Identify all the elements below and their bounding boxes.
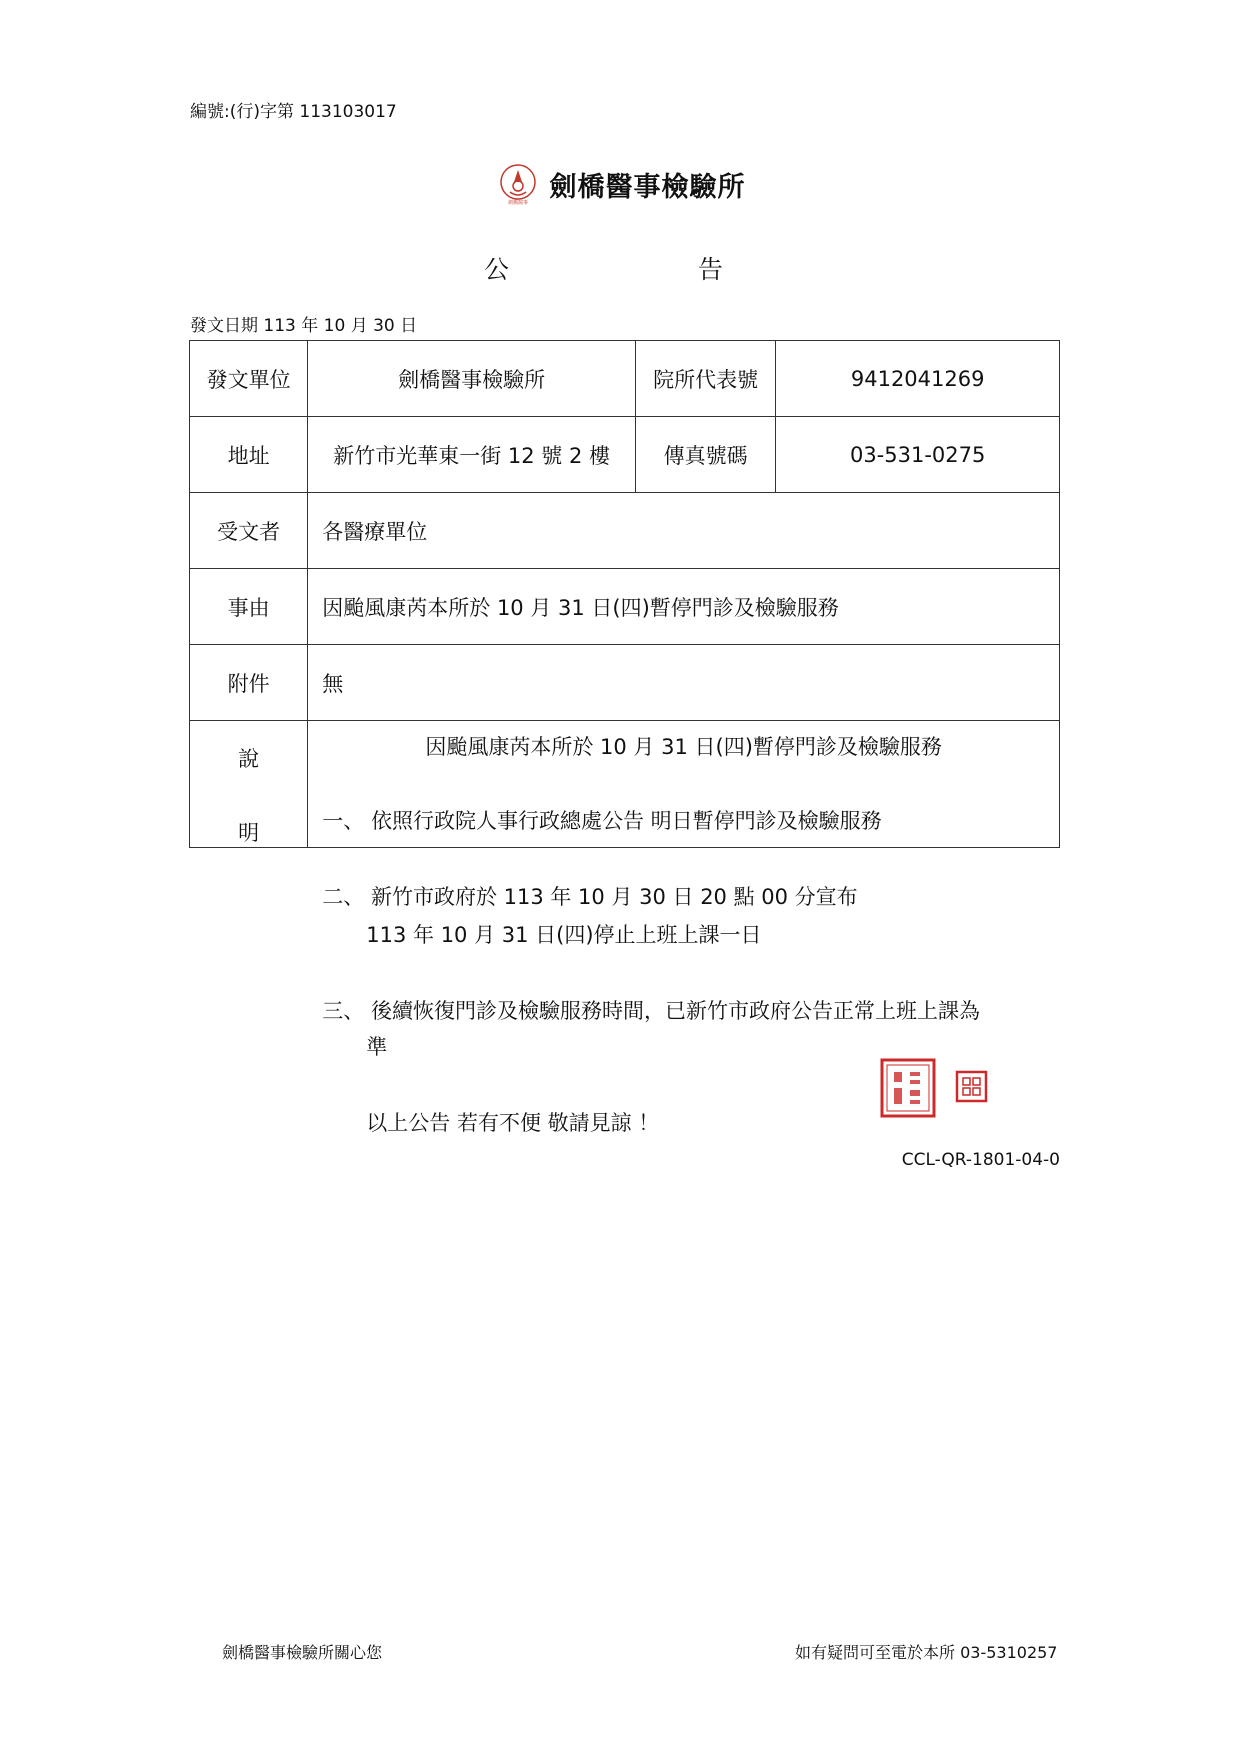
notice-title-char-2: 告 <box>698 255 724 284</box>
address-value: 新竹市光華東一街 12 號 2 樓 <box>308 417 636 493</box>
description-body <box>308 721 1060 1135</box>
institution-code-label: 院所代表號 <box>636 341 776 417</box>
description-title: 因颱風康芮本所於 10 月 31 日(四)暫停門診及檢驗服務 <box>425 735 942 759</box>
address-label: 地址 <box>190 417 308 493</box>
notice-title-char-1: 公 <box>484 255 510 284</box>
attachment-value: 無 <box>308 645 1060 721</box>
issue-date: 發文日期 113 年 10 月 30 日 <box>190 316 418 336</box>
sender-label: 發文單位 <box>190 341 308 417</box>
table-row <box>190 721 1060 848</box>
fax-label: 傳真號碼 <box>636 417 776 493</box>
institution-code-value: 9412041269 <box>776 341 1060 417</box>
logo-caption: 劍橋醫事 <box>507 200 528 206</box>
description-item-1: 一、 依照行政院人事行政總處公告 明日暫停門診及檢驗服務 <box>322 809 882 833</box>
description-label <box>190 721 308 848</box>
table-row <box>190 569 1060 645</box>
subject-label: 事由 <box>190 569 308 645</box>
description-item-3-line-2: 準 <box>366 1035 388 1059</box>
form-code: CCL-QR-1801-04-0 <box>901 1150 1060 1170</box>
table-row <box>190 341 1060 417</box>
sender-value: 劍橋醫事檢驗所 <box>308 341 636 417</box>
representative-seal-icon <box>955 1070 988 1103</box>
footer-left-text: 劍橋醫事檢驗所關心您 <box>222 1643 383 1662</box>
recipient-value: 各醫療單位 <box>308 493 1060 569</box>
attachment-label: 附件 <box>190 645 308 721</box>
description-closing: 以上公告 若有不便 敬請見諒 ！ <box>366 1111 660 1135</box>
table-row <box>190 645 1060 721</box>
description-item-3-line-1: 三、 後續恢復門診及檢驗服務時間，已新竹市政府公告正常上班上課為 <box>322 999 980 1023</box>
letterhead <box>0 162 1241 206</box>
laboratory-logo-icon <box>496 162 540 206</box>
footer-right-text: 如有疑問可至電於本所 03-5310257 <box>795 1643 1058 1662</box>
organization-name: 劍橋醫事檢驗所 <box>549 171 746 203</box>
table-row <box>190 493 1060 569</box>
fax-value: 03-531-0275 <box>776 417 1060 493</box>
description-label-char-1: 說 <box>238 747 260 771</box>
notice-table <box>189 340 1060 1135</box>
subject-value: 因颱風康芮本所於 10 月 31 日(四)暫停門診及檢驗服務 <box>308 569 1060 645</box>
description-item-2-line-1: 二、 新竹市政府於 113 年 10 月 30 日 20 點 00 分宣布 <box>322 885 858 909</box>
description-label-char-2: 明 <box>238 821 260 845</box>
recipient-label: 受文者 <box>190 493 308 569</box>
table-row <box>190 417 1060 493</box>
organization-seal-icon <box>880 1058 936 1118</box>
description-item-2-line-2: 113 年 10 月 31 日(四)停止上班上課一日 <box>366 923 762 947</box>
document-number: 編號:(行)字第 113103017 <box>190 102 397 122</box>
